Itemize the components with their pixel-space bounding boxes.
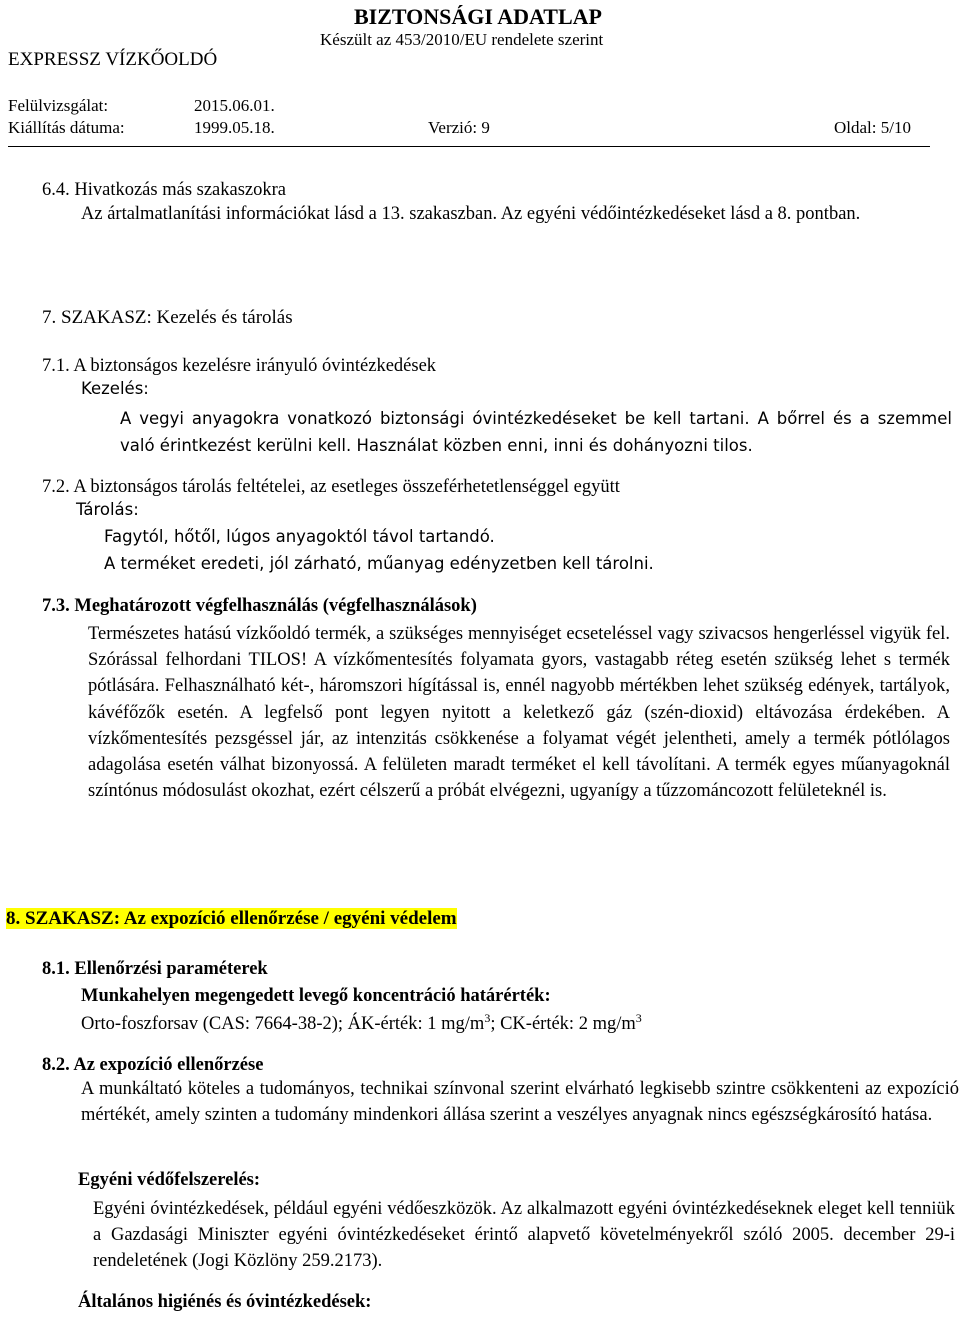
handling-text: A vegyi anyagokra vonatkozó biztonsági óvintézkedéseket be kell tartani. A bőrrel és a szemmel való érintkezést kerülni kell. Használat közben enni, inni és dohányozni tilos.	[120, 409, 952, 455]
ppe-text: Egyéni óvintézkedések, például egyéni védőeszközök. Az alkalmazott egyéni óvintézkedéseknek eleget kell tenniük a Gazdasági Miniszter egyéni óvintézkedéseket érintő alapvető követelményekről szóló 2005. december 29-i rendeletének (Jogi Közlöny 259.2173).	[93, 1199, 955, 1271]
hygiene-label: Általános higiénés és óvintézkedések:	[78, 1292, 372, 1312]
revision-date: 2015.06.01.	[194, 96, 275, 115]
section-7-3-heading: 7.3. Meghatározott végfelhasználás (végfelhasználások)	[42, 596, 477, 616]
section-6-4-heading: 6.4. Hivatkozás más szakaszokra	[42, 180, 287, 200]
product-name: EXPRESSZ VÍZKŐOLDÓ	[8, 49, 218, 70]
oel-value-b: ; CK-érték: 2 mg/m	[490, 1014, 636, 1035]
issue-date: 1999.05.18.	[194, 118, 275, 137]
end-use-text: Természetes hatású vízkőoldó termék, a szükséges mennyiséget ecseteléssel vagy szivacsos hengerléssel vigyük fel. Szórással felhordani TILOS! A vízkőmentesítés folyamata gyors, vastagabb réteg esetén szükség lehet s termék pótlására. Felhasználható két-, háromszori hígítással is, ennél nagyobb mértékben lehet szükség edények, tartályok, kávéfőzők esetén. A legfelső pont legyen nyitott a keletkező gáz (szén-dioxid) eltávozása érdekében. A vízkőmentesítés pezsgéssel jár, az intenzitás csökkenése a folyamat végét jelentheti, amely a termék pótlólagos adagolása esetén válhat bizonyossá. A felületen maradt terméket el kell távolítani. A termék egyes műanyagoknál színtónus módosulást okozhat, ezért célszerű a próbát elvégezni, ugyanígy a tűzzománcozott felületeknél is.	[88, 624, 950, 802]
section-7-1-heading: 7.1. A biztonságos kezelésre irányuló óvintézkedések	[42, 356, 437, 376]
version-label: Verzió: 9	[428, 118, 490, 137]
storage-label: Tárolás:	[76, 500, 139, 519]
oel-value-a: Orto-foszforsav (CAS: 7664-38-2); ÁK-érték: 1 mg/m	[81, 1014, 485, 1035]
section-8-heading: 8. SZAKASZ: Az expozíció ellenőrzése / egyéni védelem	[6, 908, 457, 929]
document-title: BIZTONSÁGI ADATLAP	[354, 4, 602, 29]
section-7-heading: 7. SZAKASZ: Kezelés és tárolás	[42, 307, 293, 328]
document-subtitle: Készült az 453/2010/EU rendelete szerint	[320, 30, 604, 49]
section-6-4-text: Az ártalmatlanítási információkat lásd a 13. szakaszban. Az egyéni védőintézkedéseket lásd a 8. pontban.	[81, 204, 861, 224]
oel-sup-a: 3	[484, 1011, 491, 1025]
ppe-label: Egyéni védőfelszerelés:	[78, 1170, 261, 1190]
revision-label: Felülvizsgálat:	[8, 96, 109, 115]
exposure-control-text: A munkáltató köteles a tudományos, technikai színvonal szerint elvárható legkisebb szintre csökkenteni az expozíció mértékét, amely szinten a tudomány mindenkori állása szerint a veszélyes anyagnak nincs egészségkárosító hatása.	[81, 1079, 959, 1125]
issue-label: Kiállítás dátuma:	[8, 118, 125, 137]
storage-line-1: Fagytól, hőtől, lúgos anyagoktól távol tartandó.	[104, 527, 495, 546]
section-8-1-heading: 8.1. Ellenőrzési paraméterek	[42, 959, 268, 979]
oel-value	[81, 1012, 642, 1035]
storage-line-2: A terméket eredeti, jól zárható, műanyag edényzetben kell tárolni.	[104, 554, 654, 573]
oel-sup-b: 3	[635, 1011, 642, 1025]
section-8-2-heading: 8.2. Az expozíció ellenőrzése	[42, 1055, 264, 1075]
page-number: Oldal: 5/10	[834, 118, 911, 137]
handling-label: Kezelés:	[81, 379, 149, 398]
section-7-2-heading: 7.2. A biztonságos tárolás feltételei, az esetleges összeférhetetlenséggel együtt	[42, 477, 620, 497]
header-divider	[8, 146, 930, 147]
oel-subheading: Munkahelyen megengedett levegő koncentráció határérték:	[81, 986, 551, 1006]
